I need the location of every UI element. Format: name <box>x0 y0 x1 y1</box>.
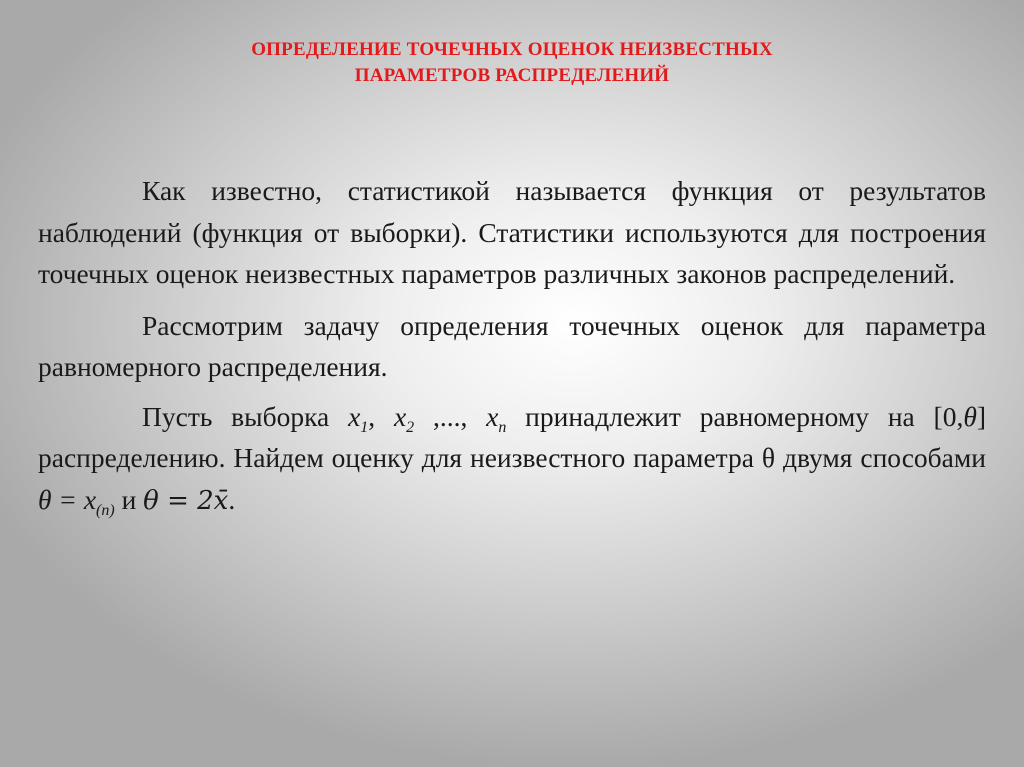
theta-interval: θ <box>963 400 977 432</box>
paragraph-uniform-sample: Пусть выборка $x_1$, $x_2$ ,..., $x_n$ принадлежит равномерному на [0,θ] распределению. Найдем оценку для неизвестного параметра θ двумя способами $\theta = x_{(n)}$ и θ = 2x̄. <box>38 400 987 519</box>
text: Пусть выборка <box>142 400 349 432</box>
title-line-2: ПАРАМЕТРОВ РАСПРЕДЕЛЕНИЙ <box>354 65 670 86</box>
paragraph-statistics-definition: Как известно, статистикой называется функция от результатов наблюдений (функция от выборки). Статистики используются для построения точечных оценок неизвестных параметров различных законов распределений. <box>38 175 986 289</box>
sample-xn: $x_n$ <box>486 400 507 436</box>
paragraph-problem-statement: Рассмотрим задачу определения точечных оценок для параметра равномерного распределения. <box>38 309 986 382</box>
sample-x2: $x_2$ <box>393 400 415 436</box>
estimator-2: θ = 2x̄ <box>143 485 229 516</box>
slide-body <box>38 170 986 530</box>
slide-title <box>150 37 874 89</box>
sample-x1: $x_1$ <box>348 400 369 436</box>
title-line-1: ОПРЕДЕЛЕНИЕ ТОЧЕЧНЫХ ОЦЕНОК НЕИЗВЕСТНЫХ <box>251 39 773 60</box>
estimator-1: $\theta = x_{(n)}$ <box>38 483 115 519</box>
